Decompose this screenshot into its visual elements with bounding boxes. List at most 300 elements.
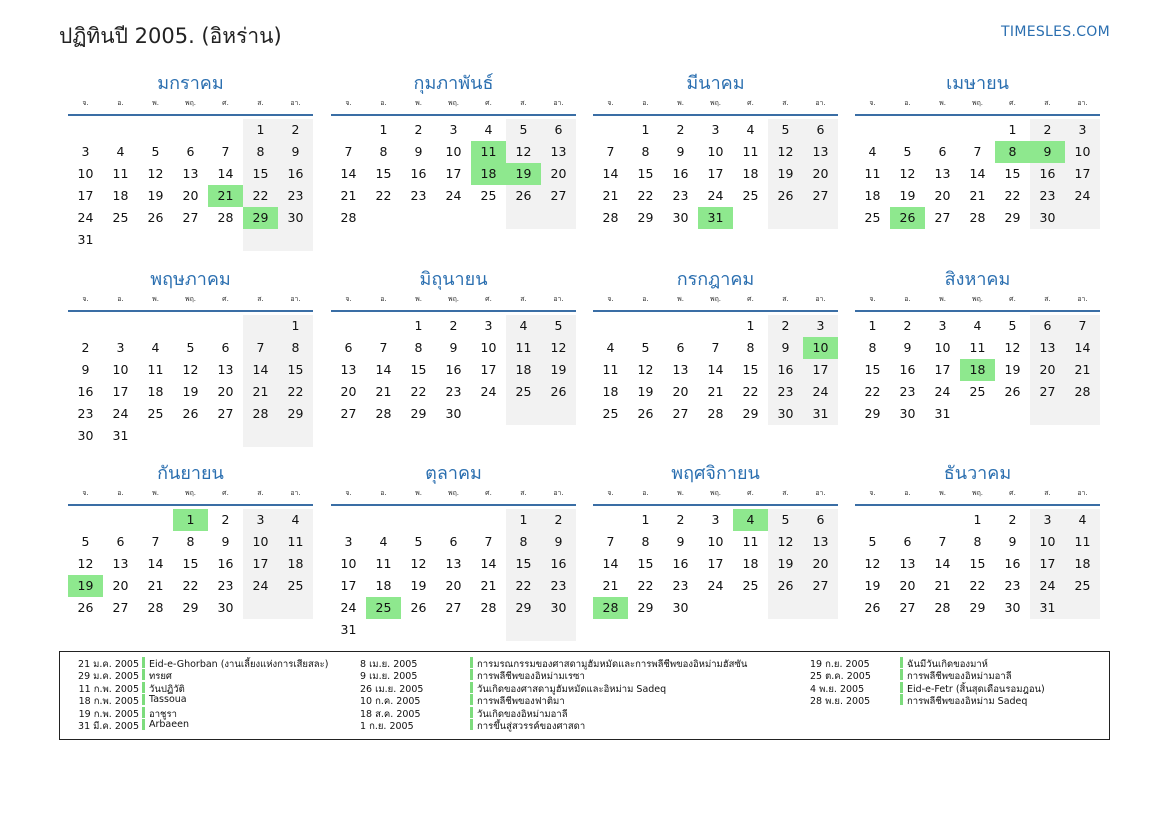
day-cell: 24: [803, 381, 838, 403]
empty-cell: [768, 207, 803, 229]
day-cell: 22: [864, 384, 881, 399]
legend-item: [360, 707, 747, 719]
day-cell: 7: [379, 340, 388, 355]
day-cell: 29: [410, 406, 427, 421]
day-cell: 14: [243, 359, 278, 381]
empty-cell: [138, 425, 173, 447]
day-cell: 16: [541, 553, 576, 575]
day-cell: 8: [746, 340, 755, 355]
legend-marker: [142, 669, 145, 680]
day-cell: 5: [903, 144, 912, 159]
weekday-label: อา.: [1077, 99, 1088, 107]
day-cell: 6: [1030, 315, 1065, 337]
day-cell: 25: [602, 406, 619, 421]
weekday-label: พ.: [415, 99, 422, 107]
weekday-label: ศ.: [1009, 295, 1016, 303]
site-link[interactable]: TIMESLES.COM: [1001, 24, 1110, 40]
empty-cell: [628, 315, 663, 337]
day-cell: 17: [803, 359, 838, 381]
weekday-label: อา.: [290, 489, 301, 497]
day-cell: 18: [147, 384, 164, 399]
empty-cell: [103, 119, 138, 141]
legend-date: 19 ก.ย. 2005: [810, 659, 870, 670]
month-calendar: [855, 268, 1100, 425]
legend-date: 8 เม.ย. 2005: [360, 659, 418, 670]
day-cell: 30: [77, 428, 94, 443]
day-cell: 25: [864, 210, 881, 225]
day-cell: 10: [243, 531, 278, 553]
day-cell: 5: [1008, 318, 1017, 333]
month-calendar: [68, 268, 313, 447]
weekday-label: พฤ.: [447, 99, 460, 107]
empty-cell: [138, 509, 173, 531]
weekday-label: พฤ.: [971, 489, 984, 497]
day-cell: 21: [147, 578, 164, 593]
day-cell: 12: [147, 166, 164, 181]
day-cell: 19: [182, 384, 199, 399]
day-cell: 6: [803, 509, 838, 531]
empty-cell: [243, 315, 278, 337]
day-cell: 11: [375, 556, 392, 571]
weekday-label: ศ.: [222, 489, 229, 497]
day-cell: 29: [742, 406, 759, 421]
day-cell: 25: [969, 384, 986, 399]
day-cell: 11: [742, 534, 759, 549]
day-cell: 22: [375, 188, 392, 203]
day-cell: 23: [410, 188, 427, 203]
legend-text: อาชูรา: [149, 708, 177, 720]
day-cell: 7: [1065, 315, 1100, 337]
day-cell: 24: [934, 384, 951, 399]
empty-cell: [1065, 403, 1100, 425]
empty-cell: [925, 509, 960, 531]
day-grid: [593, 509, 838, 619]
day-cell: 20: [1030, 359, 1065, 381]
legend-marker: [142, 719, 145, 730]
day-cell: 22: [742, 384, 759, 399]
day-cell: 1: [379, 122, 388, 137]
day-cell: 14: [934, 556, 951, 571]
day-cell: 18: [112, 188, 129, 203]
day-cell: 5: [768, 119, 803, 141]
weekday-label: อ.: [380, 489, 387, 497]
day-cell: 5: [151, 144, 160, 159]
legend-date: 31 มี.ค. 2005: [78, 720, 139, 732]
day-cell: 6: [116, 534, 125, 549]
header-rule: [593, 310, 838, 312]
header-rule: [331, 310, 576, 312]
legend-date: 28 พ.ย. 2005: [810, 696, 871, 708]
month-name: มิถุนายน: [419, 269, 488, 290]
day-cell: 21: [375, 384, 392, 399]
weekday-label: ส.: [257, 295, 264, 303]
day-cell: 2: [676, 512, 685, 527]
empty-cell: [278, 425, 313, 447]
month-name: เมษายน: [946, 73, 1009, 94]
day-cell: 3: [803, 315, 838, 337]
weekday-header: [331, 488, 576, 502]
day-cell: 3: [711, 512, 720, 527]
legend-item: [67, 707, 328, 719]
legend-column-3: [810, 657, 1045, 707]
holiday-day-cell: 19: [506, 163, 541, 185]
day-cell: 26: [410, 600, 427, 615]
day-cell: 21: [602, 578, 619, 593]
empty-cell: [995, 403, 1030, 425]
weekday-label: อ.: [117, 295, 124, 303]
day-cell: 26: [768, 185, 803, 207]
month-calendar: [68, 462, 313, 619]
day-cell: 21: [969, 188, 986, 203]
day-cell: 14: [147, 556, 164, 571]
day-cell: 21: [480, 578, 497, 593]
day-cell: 19: [864, 578, 881, 593]
weekday-label: ส.: [257, 99, 264, 107]
month-calendar: [593, 72, 838, 229]
day-cell: 23: [768, 381, 803, 403]
day-cell: 23: [445, 384, 462, 399]
weekday-label: อ.: [904, 489, 911, 497]
weekday-label: ส.: [520, 99, 527, 107]
day-cell: 20: [217, 384, 234, 399]
legend-item: [360, 669, 747, 681]
day-cell: 20: [803, 553, 838, 575]
day-cell: 30: [1030, 207, 1065, 229]
weekday-label: ศ.: [222, 99, 229, 107]
legend-item: [67, 682, 328, 694]
day-cell: 16: [278, 163, 313, 185]
empty-cell: [138, 229, 173, 251]
day-cell: 1: [243, 119, 278, 141]
day-cell: 17: [1030, 553, 1065, 575]
empty-cell: [278, 597, 313, 619]
empty-cell: [1065, 597, 1100, 619]
legend-date: 19 ก.พ. 2005: [78, 708, 139, 720]
weekday-header: [593, 488, 838, 502]
empty-cell: [366, 207, 401, 229]
legend-marker: [470, 707, 473, 718]
empty-cell: [103, 509, 138, 531]
empty-cell: [331, 315, 366, 337]
day-cell: 7: [151, 534, 160, 549]
legend-marker: [900, 682, 903, 693]
day-cell: 21: [1065, 359, 1100, 381]
day-cell: 22: [410, 384, 427, 399]
day-cell: 3: [484, 318, 493, 333]
empty-cell: [243, 425, 278, 447]
day-cell: 23: [1030, 185, 1065, 207]
day-cell: 26: [541, 381, 576, 403]
empty-cell: [208, 315, 243, 337]
day-cell: 18: [506, 359, 541, 381]
holiday-day-cell: 21: [208, 185, 243, 207]
day-cell: 18: [602, 384, 619, 399]
day-cell: 8: [243, 141, 278, 163]
day-cell: 29: [1004, 210, 1021, 225]
weekday-label: อา.: [1077, 295, 1088, 303]
day-cell: 4: [606, 340, 615, 355]
day-cell: 19: [899, 188, 916, 203]
empty-cell: [436, 207, 471, 229]
day-cell: 22: [278, 381, 313, 403]
month-name: สิงหาคม: [944, 269, 1011, 290]
empty-cell: [506, 403, 541, 425]
day-grid: [855, 509, 1100, 619]
day-cell: 3: [449, 122, 458, 137]
empty-cell: [331, 119, 366, 141]
day-cell: 3: [344, 534, 353, 549]
day-cell: 14: [375, 362, 392, 377]
day-cell: 26: [637, 406, 654, 421]
empty-cell: [593, 119, 628, 141]
day-cell: 31: [934, 406, 951, 421]
day-cell: 2: [81, 340, 90, 355]
weekday-label: ส.: [257, 489, 264, 497]
empty-cell: [243, 229, 278, 251]
day-cell: 7: [243, 337, 278, 359]
day-cell: 2: [449, 318, 458, 333]
day-cell: 8: [973, 534, 982, 549]
day-cell: 19: [768, 163, 803, 185]
weekday-label: พฤ.: [709, 99, 722, 107]
day-cell: 9: [676, 144, 685, 159]
holiday-day-cell: 4: [733, 509, 768, 531]
day-cell: 27: [112, 600, 129, 615]
day-cell: 17: [1065, 163, 1100, 185]
day-cell: 1: [868, 318, 877, 333]
empty-cell: [768, 597, 803, 619]
weekday-label: ส.: [1044, 99, 1051, 107]
day-cell: 13: [217, 362, 234, 377]
day-cell: 30: [217, 600, 234, 615]
day-grid: [68, 119, 313, 251]
empty-cell: [103, 229, 138, 251]
legend-item: [360, 694, 747, 706]
header-rule: [68, 310, 313, 312]
day-cell: 24: [243, 575, 278, 597]
day-cell: 13: [899, 556, 916, 571]
day-cell: 16: [672, 166, 689, 181]
day-cell: 24: [707, 188, 724, 203]
weekday-label: พฤ.: [971, 99, 984, 107]
day-cell: 20: [541, 163, 576, 185]
weekday-label: อา.: [553, 489, 564, 497]
day-cell: 26: [147, 210, 164, 225]
day-cell: 4: [1065, 509, 1100, 531]
empty-cell: [331, 509, 366, 531]
day-cell: 10: [707, 534, 724, 549]
day-cell: 6: [803, 119, 838, 141]
day-cell: 8: [414, 340, 423, 355]
empty-cell: [541, 207, 576, 229]
day-grid: [68, 509, 313, 619]
weekday-label: ศ.: [747, 99, 754, 107]
legend-text: วันเกิดของอิหม่ามอาลี: [477, 708, 568, 720]
day-cell: 15: [1004, 166, 1021, 181]
month-calendar: [331, 462, 576, 641]
empty-cell: [471, 619, 506, 641]
weekday-header: [855, 98, 1100, 112]
day-cell: 25: [112, 210, 129, 225]
day-cell: 14: [217, 166, 234, 181]
weekday-label: จ.: [869, 489, 876, 497]
legend-text: การขึ้นสู่สวรรค์ของศาสดา: [477, 720, 586, 732]
weekday-label: อา.: [290, 99, 301, 107]
day-cell: 6: [186, 144, 195, 159]
day-cell: 23: [672, 188, 689, 203]
weekday-label: ศ.: [1009, 99, 1016, 107]
day-cell: 10: [1030, 531, 1065, 553]
day-cell: 15: [864, 362, 881, 377]
day-cell: 4: [278, 509, 313, 531]
day-cell: 6: [449, 534, 458, 549]
day-cell: 10: [77, 166, 94, 181]
day-cell: 12: [899, 166, 916, 181]
weekday-label: พ.: [939, 489, 946, 497]
day-cell: 16: [899, 362, 916, 377]
month-calendar: [331, 72, 576, 229]
holiday-day-cell: 11: [471, 141, 506, 163]
day-cell: 23: [899, 384, 916, 399]
day-cell: 19: [410, 578, 427, 593]
day-cell: 23: [1004, 578, 1021, 593]
month-calendar: [855, 462, 1100, 619]
day-cell: 7: [973, 144, 982, 159]
day-cell: 20: [803, 163, 838, 185]
weekday-label: พฤ.: [709, 295, 722, 303]
empty-cell: [103, 315, 138, 337]
day-cell: 26: [77, 600, 94, 615]
day-cell: 16: [1030, 163, 1065, 185]
day-cell: 10: [1065, 141, 1100, 163]
day-cell: 16: [217, 556, 234, 571]
day-cell: 5: [541, 315, 576, 337]
day-cell: 25: [278, 575, 313, 597]
day-cell: 4: [868, 144, 877, 159]
day-cell: 24: [340, 600, 357, 615]
empty-cell: [960, 119, 995, 141]
day-cell: 10: [934, 340, 951, 355]
weekday-label: พ.: [677, 99, 684, 107]
day-cell: 31: [340, 622, 357, 637]
day-cell: 8: [186, 534, 195, 549]
legend-item: [67, 669, 328, 681]
weekday-label: ส.: [782, 99, 789, 107]
header-rule: [593, 504, 838, 506]
weekday-label: พฤ.: [447, 489, 460, 497]
day-cell: 31: [112, 428, 129, 443]
day-cell: 24: [112, 406, 129, 421]
day-cell: 17: [340, 578, 357, 593]
day-cell: 18: [278, 553, 313, 575]
day-cell: 7: [711, 340, 720, 355]
day-cell: 19: [768, 553, 803, 575]
weekday-label: จ.: [607, 99, 614, 107]
weekday-label: จ.: [345, 295, 352, 303]
weekday-label: พ.: [415, 295, 422, 303]
day-cell: 25: [742, 188, 759, 203]
weekday-label: ศ.: [747, 489, 754, 497]
weekday-label: พ.: [415, 489, 422, 497]
weekday-label: จ.: [82, 295, 89, 303]
day-cell: 12: [541, 337, 576, 359]
weekday-header: [593, 98, 838, 112]
empty-cell: [208, 229, 243, 251]
legend-marker: [470, 694, 473, 705]
header-rule: [855, 114, 1100, 116]
day-cell: 28: [147, 600, 164, 615]
legend-date: 10 ก.ค. 2005: [360, 696, 421, 708]
day-cell: 20: [672, 384, 689, 399]
empty-cell: [698, 315, 733, 337]
empty-cell: [1065, 207, 1100, 229]
day-cell: 2: [1008, 512, 1017, 527]
day-cell: 13: [340, 362, 357, 377]
empty-cell: [471, 509, 506, 531]
day-cell: 6: [938, 144, 947, 159]
day-cell: 30: [445, 406, 462, 421]
legend-text: Eid-e-Fetr (สิ้นสุดเดือนรอมฎอน): [907, 683, 1045, 695]
day-cell: 18: [1065, 553, 1100, 575]
empty-cell: [925, 119, 960, 141]
day-cell: 29: [278, 403, 313, 425]
day-cell: 14: [1065, 337, 1100, 359]
empty-cell: [803, 597, 838, 619]
day-cell: 3: [1065, 119, 1100, 141]
weekday-label: พ.: [152, 489, 159, 497]
weekday-label: อา.: [815, 99, 826, 107]
weekday-label: อา.: [1077, 489, 1088, 497]
day-cell: 30: [1004, 600, 1021, 615]
weekday-header: [331, 98, 576, 112]
empty-cell: [663, 315, 698, 337]
weekday-label: ศ.: [747, 295, 754, 303]
day-cell: 21: [340, 188, 357, 203]
day-cell: 15: [182, 556, 199, 571]
day-cell: 9: [676, 534, 685, 549]
weekday-label: อ.: [380, 295, 387, 303]
legend-marker: [470, 657, 473, 668]
day-cell: 7: [344, 144, 353, 159]
weekday-label: อา.: [815, 295, 826, 303]
weekday-label: ศ.: [485, 99, 492, 107]
day-cell: 9: [221, 534, 230, 549]
weekday-label: พฤ.: [447, 295, 460, 303]
holiday-day-cell: 9: [1030, 141, 1065, 163]
holiday-day-cell: 8: [995, 141, 1030, 163]
day-cell: 14: [340, 166, 357, 181]
day-cell: 4: [379, 534, 388, 549]
empty-cell: [541, 619, 576, 641]
weekday-label: อ.: [380, 99, 387, 107]
page-title: ปฏิทินปี 2005. (อิหร่าน): [59, 24, 282, 48]
empty-cell: [733, 207, 768, 229]
day-cell: 10: [112, 362, 129, 377]
empty-cell: [366, 619, 401, 641]
day-cell: 15: [969, 556, 986, 571]
day-cell: 9: [449, 340, 458, 355]
day-cell: 20: [934, 188, 951, 203]
empty-cell: [890, 119, 925, 141]
day-grid: [331, 509, 576, 641]
day-cell: 4: [746, 122, 755, 137]
empty-cell: [960, 403, 995, 425]
legend-text: Arbaeen: [149, 718, 189, 730]
weekday-label: พฤ.: [709, 489, 722, 497]
day-cell: 15: [506, 553, 541, 575]
empty-cell: [401, 619, 436, 641]
legend-marker: [470, 719, 473, 730]
